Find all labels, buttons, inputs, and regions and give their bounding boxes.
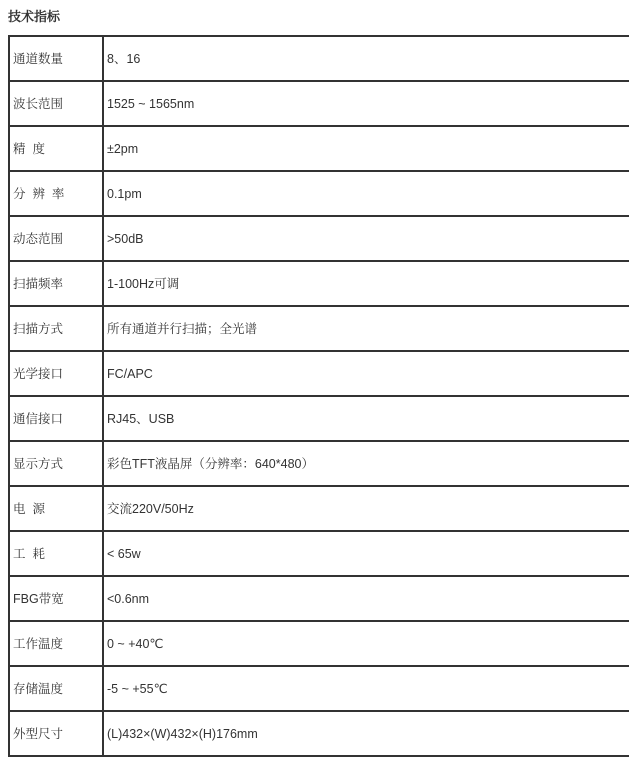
spec-value: >50dB: [103, 216, 629, 261]
spec-table: [8, 35, 629, 757]
spec-value: 0 ~ +40℃: [103, 621, 629, 666]
table-row: [9, 36, 629, 81]
spec-value: 1-100Hz可调: [103, 261, 629, 306]
spec-label: 存储温度: [9, 666, 103, 711]
spec-value: 1525 ~ 1565nm: [103, 81, 629, 126]
table-row: [9, 306, 629, 351]
spec-label: 分 辨 率: [9, 171, 103, 216]
page-title: 技术指标: [8, 9, 61, 24]
table-row: [9, 171, 629, 216]
table-row: [9, 711, 629, 756]
spec-label: FBG带宽: [9, 576, 103, 621]
spec-value: 8、16: [103, 36, 629, 81]
spec-value: RJ45、USB: [103, 396, 629, 441]
spec-value: 所有通道并行扫描；全光谱: [103, 306, 629, 351]
spec-value: 0.1pm: [103, 171, 629, 216]
table-row: [9, 486, 629, 531]
table-row: [9, 666, 629, 711]
spec-label: 精 度: [9, 126, 103, 171]
spec-label: 光学接口: [9, 351, 103, 396]
spec-label: 显示方式: [9, 441, 103, 486]
spec-label: 外型尺寸: [9, 711, 103, 756]
spec-label: 波长范围: [9, 81, 103, 126]
spec-label: 扫描方式: [9, 306, 103, 351]
spec-label: 电 源: [9, 486, 103, 531]
spec-value: -5 ~ +55℃: [103, 666, 629, 711]
table-row: [9, 441, 629, 486]
spec-label: 动态范围: [9, 216, 103, 261]
spec-label: 工作温度: [9, 621, 103, 666]
spec-value: FC/APC: [103, 351, 629, 396]
spec-label: 扫描频率: [9, 261, 103, 306]
table-row: [9, 351, 629, 396]
table-row: [9, 216, 629, 261]
spec-table-body: [9, 36, 629, 756]
spec-value: 彩色TFT液晶屏（分辨率：640*480）: [103, 441, 629, 486]
table-row: [9, 126, 629, 171]
spec-value: 交流220V/50Hz: [103, 486, 629, 531]
spec-label: 通道数量: [9, 36, 103, 81]
spec-label: 工 耗: [9, 531, 103, 576]
table-row: [9, 81, 629, 126]
table-row: [9, 261, 629, 306]
table-row: [9, 621, 629, 666]
spec-value: (L)432×(W)432×(H)176mm: [103, 711, 629, 756]
spec-label: 通信接口: [9, 396, 103, 441]
spec-value: <0.6nm: [103, 576, 629, 621]
table-row: [9, 576, 629, 621]
table-row: [9, 531, 629, 576]
spec-value: < 65w: [103, 531, 629, 576]
table-row: [9, 396, 629, 441]
spec-value: ±2pm: [103, 126, 629, 171]
